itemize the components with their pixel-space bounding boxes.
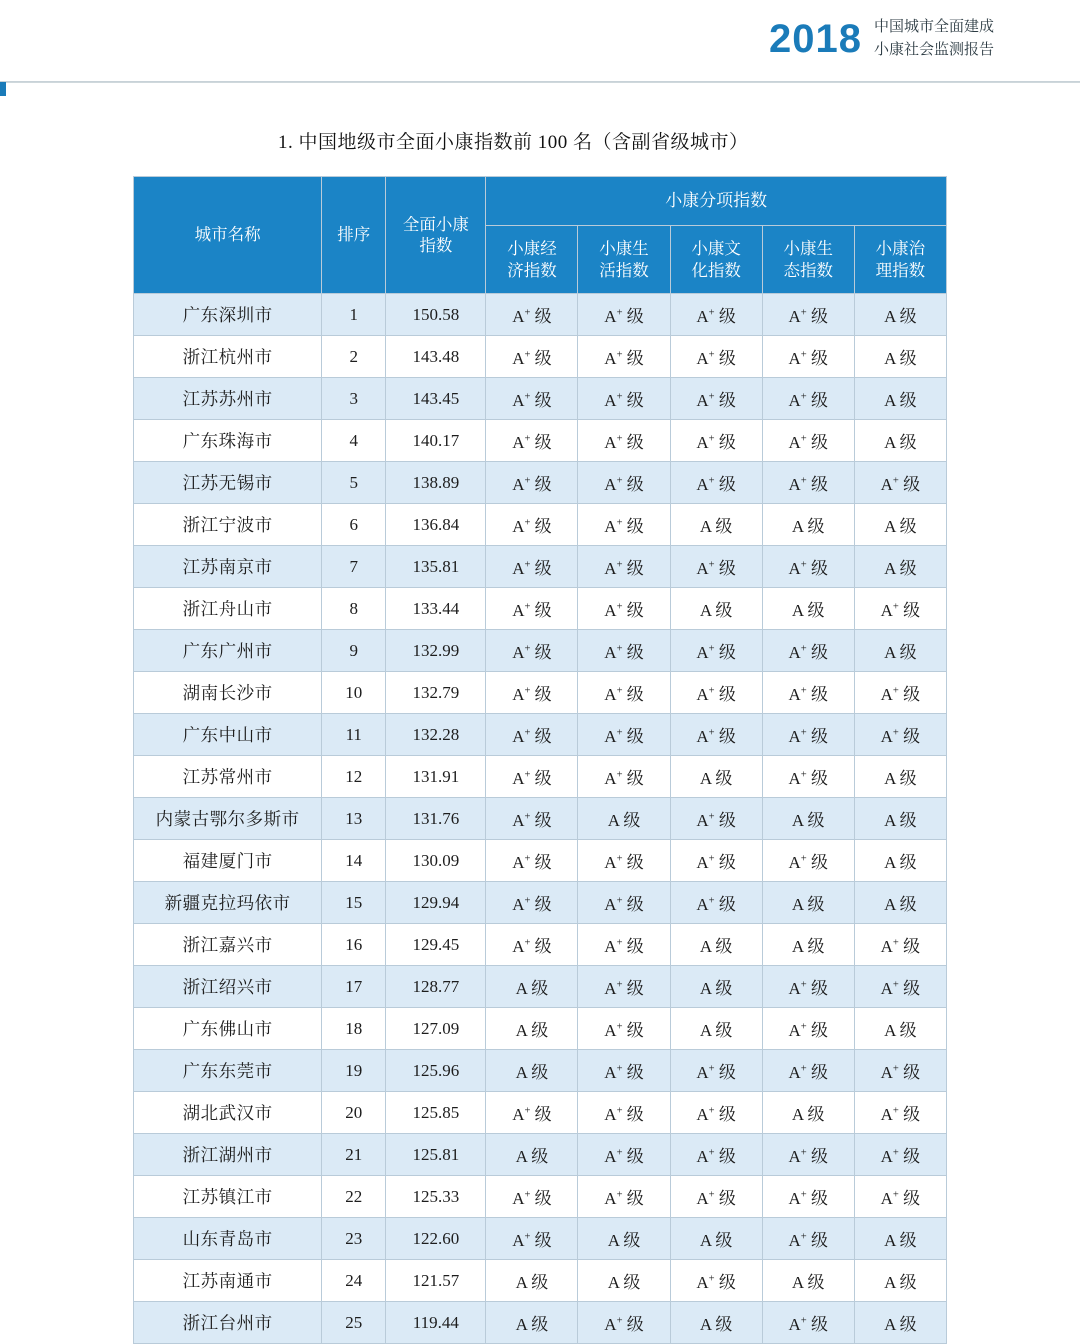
cell-sub-culture: A+ 级 bbox=[670, 546, 762, 588]
cell-city: 广东广州市 bbox=[134, 630, 322, 672]
cell-sub-governance: A+ 级 bbox=[854, 924, 946, 966]
cell-total-index: 131.91 bbox=[386, 756, 486, 798]
cell-rank: 22 bbox=[322, 1176, 386, 1218]
cell-sub-life: A+ 级 bbox=[578, 378, 670, 420]
cell-sub-ecology: A+ 级 bbox=[762, 840, 854, 882]
cell-city: 江苏南京市 bbox=[134, 546, 322, 588]
table-caption: 1. 中国地级市全面小康指数前 100 名（含副省级城市） bbox=[278, 132, 749, 153]
cell-sub-life: A 级 bbox=[578, 1260, 670, 1302]
cell-city: 浙江杭州市 bbox=[134, 336, 322, 378]
cell-sub-life: A+ 级 bbox=[578, 1176, 670, 1218]
cell-total-index: 132.28 bbox=[386, 714, 486, 756]
cell-total-index: 129.94 bbox=[386, 882, 486, 924]
sub-head-line1: 小康治 bbox=[875, 239, 926, 259]
cell-total-index: 132.99 bbox=[386, 630, 486, 672]
cell-sub-governance: A 级 bbox=[854, 1260, 946, 1302]
cell-sub-ecology: A+ 级 bbox=[762, 462, 854, 504]
table-body bbox=[134, 294, 947, 1344]
cell-total-index: 135.81 bbox=[386, 546, 486, 588]
cell-sub-culture: A+ 级 bbox=[670, 420, 762, 462]
cell-sub-economy: A 级 bbox=[486, 1302, 578, 1344]
cell-rank: 1 bbox=[322, 294, 386, 336]
cell-sub-life: A+ 级 bbox=[578, 1008, 670, 1050]
cell-sub-ecology: A+ 级 bbox=[762, 1050, 854, 1092]
cell-sub-ecology: A 级 bbox=[762, 588, 854, 630]
cell-sub-governance: A 级 bbox=[854, 798, 946, 840]
cell-city: 新疆克拉玛依市 bbox=[134, 882, 322, 924]
cell-sub-culture: A 级 bbox=[670, 588, 762, 630]
cell-sub-life: A+ 级 bbox=[578, 756, 670, 798]
cell-sub-economy: A 级 bbox=[486, 1134, 578, 1176]
cell-sub-ecology: A 级 bbox=[762, 798, 854, 840]
cell-sub-life: A 级 bbox=[578, 798, 670, 840]
cell-sub-culture: A+ 级 bbox=[670, 714, 762, 756]
cell-sub-governance: A+ 级 bbox=[854, 1134, 946, 1176]
cell-sub-culture: A 级 bbox=[670, 1008, 762, 1050]
cell-rank: 25 bbox=[322, 1302, 386, 1344]
header-accent-bar bbox=[0, 82, 6, 96]
cell-sub-governance: A+ 级 bbox=[854, 462, 946, 504]
report-title-line2: 小康社会监测报告 bbox=[873, 40, 994, 58]
cell-sub-life: A+ 级 bbox=[578, 420, 670, 462]
cell-total-index: 140.17 bbox=[386, 420, 486, 462]
cell-rank: 2 bbox=[322, 336, 386, 378]
table-row bbox=[134, 714, 947, 756]
cell-sub-culture: A+ 级 bbox=[670, 882, 762, 924]
cell-sub-culture: A+ 级 bbox=[670, 1092, 762, 1134]
cell-sub-economy: A+ 级 bbox=[486, 378, 578, 420]
header-branding bbox=[769, 16, 994, 61]
cell-total-index: 150.58 bbox=[386, 294, 486, 336]
cell-sub-life: A+ 级 bbox=[578, 630, 670, 672]
table-row bbox=[134, 1302, 947, 1344]
cell-sub-culture: A+ 级 bbox=[670, 1176, 762, 1218]
cell-sub-governance: A+ 级 bbox=[854, 672, 946, 714]
cell-sub-economy: A 级 bbox=[486, 1050, 578, 1092]
cell-sub-ecology: A+ 级 bbox=[762, 420, 854, 462]
cell-sub-ecology: A 级 bbox=[762, 1260, 854, 1302]
table-row bbox=[134, 588, 947, 630]
cell-sub-life: A+ 级 bbox=[578, 672, 670, 714]
cell-rank: 11 bbox=[322, 714, 386, 756]
cell-sub-economy: A+ 级 bbox=[486, 1176, 578, 1218]
sub-head-line1: 小康生 bbox=[783, 239, 833, 259]
cell-sub-ecology: A 级 bbox=[762, 504, 854, 546]
cell-sub-life: A+ 级 bbox=[578, 1092, 670, 1134]
cell-sub-life: A+ 级 bbox=[578, 462, 670, 504]
cell-sub-culture: A+ 级 bbox=[670, 294, 762, 336]
cell-city: 江苏常州市 bbox=[134, 756, 322, 798]
table-row bbox=[134, 462, 947, 504]
table-head bbox=[134, 177, 947, 294]
cell-sub-life: A+ 级 bbox=[578, 546, 670, 588]
cell-sub-ecology: A 级 bbox=[762, 924, 854, 966]
cell-total-index: 125.33 bbox=[386, 1176, 486, 1218]
cell-total-index: 121.57 bbox=[386, 1260, 486, 1302]
table-container bbox=[0, 176, 1080, 1344]
cell-sub-life: A+ 级 bbox=[578, 1050, 670, 1092]
cell-sub-culture: A+ 级 bbox=[670, 336, 762, 378]
table-row bbox=[134, 840, 947, 882]
ranking-table bbox=[133, 176, 947, 1344]
cell-sub-life: A+ 级 bbox=[578, 882, 670, 924]
cell-total-index: 125.81 bbox=[386, 1134, 486, 1176]
header-divider bbox=[0, 81, 1080, 82]
cell-total-index: 127.09 bbox=[386, 1008, 486, 1050]
cell-sub-governance: A 级 bbox=[854, 630, 946, 672]
cell-rank: 9 bbox=[322, 630, 386, 672]
cell-city: 内蒙古鄂尔多斯市 bbox=[134, 798, 322, 840]
cell-city: 广东佛山市 bbox=[134, 1008, 322, 1050]
cell-sub-ecology: A 级 bbox=[762, 882, 854, 924]
sub-head-line2: 活指数 bbox=[599, 260, 649, 280]
cell-city: 广东深圳市 bbox=[134, 294, 322, 336]
cell-city: 浙江湖州市 bbox=[134, 1134, 322, 1176]
page-header bbox=[0, 0, 1080, 83]
cell-city: 山东青岛市 bbox=[134, 1218, 322, 1260]
cell-sub-ecology: A+ 级 bbox=[762, 378, 854, 420]
table-row bbox=[134, 924, 947, 966]
sub-head-line2: 理指数 bbox=[875, 260, 926, 280]
cell-city: 湖南长沙市 bbox=[134, 672, 322, 714]
cell-sub-governance: A+ 级 bbox=[854, 588, 946, 630]
cell-total-index: 131.76 bbox=[386, 798, 486, 840]
cell-sub-governance: A+ 级 bbox=[854, 714, 946, 756]
cell-total-index: 136.84 bbox=[386, 504, 486, 546]
cell-sub-ecology: A+ 级 bbox=[762, 630, 854, 672]
cell-sub-economy: A+ 级 bbox=[486, 882, 578, 924]
cell-sub-life: A+ 级 bbox=[578, 924, 670, 966]
sub-head-line1: 小康生 bbox=[599, 239, 649, 259]
cell-sub-culture: A+ 级 bbox=[670, 630, 762, 672]
cell-sub-economy: A+ 级 bbox=[486, 840, 578, 882]
cell-sub-governance: A 级 bbox=[854, 504, 946, 546]
cell-sub-culture: A+ 级 bbox=[670, 1260, 762, 1302]
cell-rank: 17 bbox=[322, 966, 386, 1008]
cell-city: 广东珠海市 bbox=[134, 420, 322, 462]
cell-sub-life: A+ 级 bbox=[578, 1302, 670, 1344]
cell-sub-culture: A+ 级 bbox=[670, 798, 762, 840]
col-header-sub-economy bbox=[486, 226, 578, 294]
cell-total-index: 125.85 bbox=[386, 1092, 486, 1134]
cell-rank: 12 bbox=[322, 756, 386, 798]
cell-sub-life: A+ 级 bbox=[578, 588, 670, 630]
cell-rank: 6 bbox=[322, 504, 386, 546]
cell-city: 江苏南通市 bbox=[134, 1260, 322, 1302]
table-row bbox=[134, 630, 947, 672]
cell-total-index: 130.09 bbox=[386, 840, 486, 882]
cell-sub-economy: A+ 级 bbox=[486, 924, 578, 966]
cell-sub-governance: A 级 bbox=[854, 294, 946, 336]
sub-head-line2: 济指数 bbox=[507, 260, 557, 280]
report-title-line1: 中国城市全面建成 bbox=[873, 18, 994, 35]
cell-sub-life: A+ 级 bbox=[578, 714, 670, 756]
cell-rank: 19 bbox=[322, 1050, 386, 1092]
sub-head-line1: 小康经 bbox=[507, 239, 557, 259]
cell-sub-ecology: A+ 级 bbox=[762, 714, 854, 756]
cell-sub-life: A+ 级 bbox=[578, 840, 670, 882]
cell-sub-governance: A 级 bbox=[854, 1302, 946, 1344]
cell-sub-economy: A+ 级 bbox=[486, 294, 578, 336]
sub-head-line2: 态指数 bbox=[783, 260, 833, 280]
table-row bbox=[134, 1092, 947, 1134]
cell-rank: 15 bbox=[322, 882, 386, 924]
table-row bbox=[134, 546, 947, 588]
cell-sub-ecology: A+ 级 bbox=[762, 1176, 854, 1218]
col-header-total bbox=[386, 177, 486, 294]
cell-sub-ecology: A+ 级 bbox=[762, 336, 854, 378]
cell-sub-life: A 级 bbox=[578, 1218, 670, 1260]
col-header-sub-ecology bbox=[762, 226, 854, 294]
cell-sub-governance: A+ 级 bbox=[854, 1092, 946, 1134]
cell-sub-economy: A+ 级 bbox=[486, 714, 578, 756]
cell-sub-governance: A 级 bbox=[854, 1008, 946, 1050]
cell-rank: 20 bbox=[322, 1092, 386, 1134]
table-row bbox=[134, 798, 947, 840]
cell-sub-economy: A+ 级 bbox=[486, 420, 578, 462]
cell-sub-economy: A+ 级 bbox=[486, 336, 578, 378]
cell-rank: 18 bbox=[322, 1008, 386, 1050]
cell-rank: 10 bbox=[322, 672, 386, 714]
cell-sub-governance: A 级 bbox=[854, 1218, 946, 1260]
report-title bbox=[874, 16, 994, 61]
col-header-total-line2: 指数 bbox=[419, 236, 453, 255]
cell-sub-governance: A 级 bbox=[854, 378, 946, 420]
table-row bbox=[134, 504, 947, 546]
header-row-top bbox=[134, 177, 947, 226]
cell-sub-economy: A+ 级 bbox=[486, 1092, 578, 1134]
table-row bbox=[134, 1176, 947, 1218]
cell-rank: 13 bbox=[322, 798, 386, 840]
cell-sub-governance: A 级 bbox=[854, 756, 946, 798]
cell-sub-economy: A+ 级 bbox=[486, 630, 578, 672]
cell-rank: 3 bbox=[322, 378, 386, 420]
col-header-total-line1: 全面小康 bbox=[402, 214, 469, 234]
cell-city: 江苏苏州市 bbox=[134, 378, 322, 420]
cell-sub-governance: A+ 级 bbox=[854, 966, 946, 1008]
cell-rank: 8 bbox=[322, 588, 386, 630]
cell-rank: 7 bbox=[322, 546, 386, 588]
table-row bbox=[134, 672, 947, 714]
cell-sub-culture: A+ 级 bbox=[670, 840, 762, 882]
cell-total-index: 132.79 bbox=[386, 672, 486, 714]
cell-sub-ecology: A+ 级 bbox=[762, 1302, 854, 1344]
cell-sub-economy: A+ 级 bbox=[486, 1218, 578, 1260]
cell-rank: 5 bbox=[322, 462, 386, 504]
cell-city: 广东中山市 bbox=[134, 714, 322, 756]
cell-sub-economy: A 级 bbox=[486, 1260, 578, 1302]
cell-sub-governance: A 级 bbox=[854, 546, 946, 588]
report-year: 2018 bbox=[769, 16, 862, 61]
cell-rank: 16 bbox=[322, 924, 386, 966]
cell-total-index: 138.89 bbox=[386, 462, 486, 504]
cell-sub-life: A+ 级 bbox=[578, 1134, 670, 1176]
cell-sub-ecology: A+ 级 bbox=[762, 672, 854, 714]
cell-city: 浙江台州市 bbox=[134, 1302, 322, 1344]
cell-total-index: 143.48 bbox=[386, 336, 486, 378]
cell-sub-ecology: A+ 级 bbox=[762, 1008, 854, 1050]
cell-sub-ecology: A+ 级 bbox=[762, 546, 854, 588]
col-header-sub-governance bbox=[854, 226, 946, 294]
cell-sub-governance: A+ 级 bbox=[854, 1176, 946, 1218]
cell-sub-culture: A+ 级 bbox=[670, 378, 762, 420]
cell-total-index: 129.45 bbox=[386, 924, 486, 966]
cell-sub-economy: A+ 级 bbox=[486, 546, 578, 588]
cell-sub-governance: A 级 bbox=[854, 840, 946, 882]
cell-sub-culture: A 级 bbox=[670, 924, 762, 966]
cell-sub-culture: A+ 级 bbox=[670, 1134, 762, 1176]
cell-total-index: 119.44 bbox=[386, 1302, 486, 1344]
cell-city: 福建厦门市 bbox=[134, 840, 322, 882]
cell-total-index: 125.96 bbox=[386, 1050, 486, 1092]
cell-sub-governance: A 级 bbox=[854, 882, 946, 924]
table-row bbox=[134, 336, 947, 378]
cell-sub-culture: A+ 级 bbox=[670, 1050, 762, 1092]
cell-city: 江苏无锡市 bbox=[134, 462, 322, 504]
table-row bbox=[134, 756, 947, 798]
cell-city: 浙江舟山市 bbox=[134, 588, 322, 630]
cell-sub-ecology: A+ 级 bbox=[762, 756, 854, 798]
cell-sub-economy: A+ 级 bbox=[486, 798, 578, 840]
cell-sub-economy: A+ 级 bbox=[486, 462, 578, 504]
table-row bbox=[134, 420, 947, 462]
cell-sub-economy: A 级 bbox=[486, 1008, 578, 1050]
cell-total-index: 133.44 bbox=[386, 588, 486, 630]
cell-sub-ecology: A 级 bbox=[762, 1092, 854, 1134]
table-row bbox=[134, 1218, 947, 1260]
table-row bbox=[134, 1134, 947, 1176]
cell-sub-economy: A+ 级 bbox=[486, 672, 578, 714]
cell-total-index: 128.77 bbox=[386, 966, 486, 1008]
cell-city: 浙江绍兴市 bbox=[134, 966, 322, 1008]
col-header-subindex-group: 小康分项指数 bbox=[486, 177, 947, 226]
cell-sub-ecology: A+ 级 bbox=[762, 294, 854, 336]
table-row bbox=[134, 966, 947, 1008]
table-row bbox=[134, 1008, 947, 1050]
col-header-rank: 排序 bbox=[322, 177, 386, 294]
cell-sub-ecology: A+ 级 bbox=[762, 966, 854, 1008]
cell-sub-governance: A+ 级 bbox=[854, 1050, 946, 1092]
cell-sub-ecology: A+ 级 bbox=[762, 1218, 854, 1260]
cell-city: 浙江嘉兴市 bbox=[134, 924, 322, 966]
cell-total-index: 122.60 bbox=[386, 1218, 486, 1260]
cell-sub-culture: A 级 bbox=[670, 1302, 762, 1344]
cell-sub-life: A+ 级 bbox=[578, 294, 670, 336]
cell-sub-culture: A+ 级 bbox=[670, 462, 762, 504]
col-header-city: 城市名称 bbox=[134, 177, 322, 294]
cell-sub-economy: A+ 级 bbox=[486, 756, 578, 798]
cell-sub-ecology: A+ 级 bbox=[762, 1134, 854, 1176]
cell-sub-culture: A+ 级 bbox=[670, 672, 762, 714]
table-row bbox=[134, 882, 947, 924]
sub-head-line1: 小康文 bbox=[691, 239, 741, 259]
cell-sub-culture: A 级 bbox=[670, 756, 762, 798]
cell-city: 江苏镇江市 bbox=[134, 1176, 322, 1218]
cell-sub-economy: A 级 bbox=[486, 966, 578, 1008]
table-row bbox=[134, 1050, 947, 1092]
cell-city: 浙江宁波市 bbox=[134, 504, 322, 546]
table-row bbox=[134, 1260, 947, 1302]
cell-sub-economy: A+ 级 bbox=[486, 588, 578, 630]
cell-sub-culture: A 级 bbox=[670, 1218, 762, 1260]
cell-sub-culture: A 级 bbox=[670, 966, 762, 1008]
cell-total-index: 143.45 bbox=[386, 378, 486, 420]
cell-sub-economy: A+ 级 bbox=[486, 504, 578, 546]
cell-rank: 4 bbox=[322, 420, 386, 462]
col-header-sub-culture bbox=[670, 226, 762, 294]
table-row bbox=[134, 378, 947, 420]
cell-rank: 21 bbox=[322, 1134, 386, 1176]
cell-sub-life: A+ 级 bbox=[578, 504, 670, 546]
cell-city: 广东东莞市 bbox=[134, 1050, 322, 1092]
cell-rank: 23 bbox=[322, 1218, 386, 1260]
sub-head-line2: 化指数 bbox=[691, 260, 741, 280]
table-row bbox=[134, 294, 947, 336]
cell-rank: 14 bbox=[322, 840, 386, 882]
cell-sub-governance: A 级 bbox=[854, 420, 946, 462]
cell-sub-life: A+ 级 bbox=[578, 336, 670, 378]
cell-sub-life: A+ 级 bbox=[578, 966, 670, 1008]
cell-rank: 24 bbox=[322, 1260, 386, 1302]
col-header-sub-life bbox=[578, 226, 670, 294]
cell-city: 湖北武汉市 bbox=[134, 1092, 322, 1134]
cell-sub-culture: A 级 bbox=[670, 504, 762, 546]
cell-sub-governance: A 级 bbox=[854, 336, 946, 378]
